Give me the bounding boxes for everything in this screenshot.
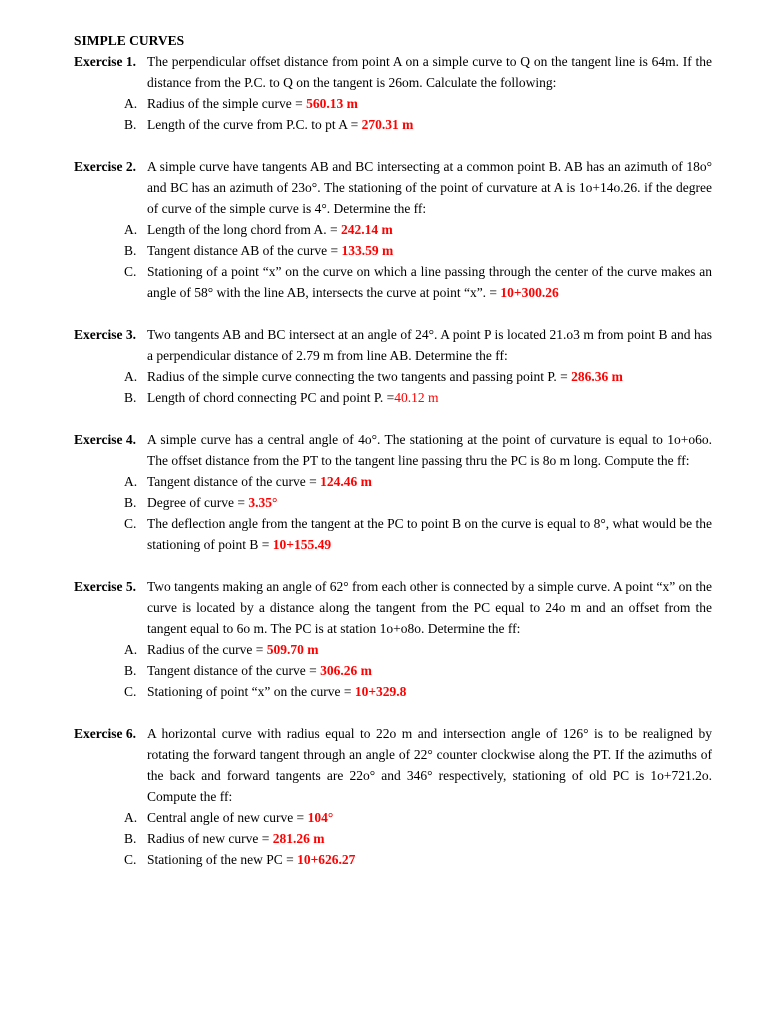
- exercise-5: [74, 576, 712, 702]
- question-list: [74, 807, 712, 870]
- answer-value: 40.12 m: [394, 390, 439, 405]
- question-letter: B.: [124, 663, 137, 678]
- question-item: [74, 660, 712, 681]
- question-text: Stationing of point “x” on the curve =: [147, 684, 355, 699]
- answer-value: 10+626.27: [297, 852, 356, 867]
- exercise-label: Exercise 5.: [74, 579, 136, 594]
- answer-value: 306.26 m: [320, 663, 372, 678]
- exercise-6: [74, 723, 712, 870]
- question-item: [74, 681, 712, 702]
- answer-value: 104°: [307, 810, 334, 825]
- question-item: [74, 240, 712, 261]
- question-letter: C.: [124, 516, 137, 531]
- answer-value: 560.13 m: [306, 96, 358, 111]
- exercise-statement: [74, 51, 712, 93]
- question-text: Length of the long chord from A. =: [147, 222, 341, 237]
- question-text: Degree of curve =: [147, 495, 249, 510]
- question-item: [74, 114, 712, 135]
- exercise-label: Exercise 4.: [74, 432, 136, 447]
- exercise-1: [74, 51, 712, 135]
- question-text: The deflection angle from the tangent at the PC to point B on the curve is equal to 8°, what would be the stationing of point B =: [147, 516, 712, 552]
- answer-value: 286.36 m: [571, 369, 623, 384]
- exercise-label: Exercise 3.: [74, 327, 136, 342]
- question-text: Radius of the curve =: [147, 642, 267, 657]
- question-text: Radius of the simple curve connecting the two tangents and passing point P. =: [147, 369, 572, 384]
- question-item: [74, 828, 712, 849]
- question-item: [74, 261, 712, 303]
- question-item: [74, 93, 712, 114]
- exercise-list: [74, 51, 712, 870]
- question-letter: B.: [124, 243, 137, 258]
- exercise-4: [74, 429, 712, 555]
- exercise-text: The perpendicular offset distance from point A on a simple curve to Q on the tangent line is 64m. If the distance from the P.C. to Q on the tangent is 26om. Calculate the following:: [147, 54, 712, 90]
- answer-value: 242.14 m: [340, 222, 393, 237]
- question-text: Stationing of a point “x” on the curve on which a line passing through the center of the curve makes an angle of 58° with the line AB, intersects the curve at point “x”. =: [147, 264, 712, 300]
- question-item: [74, 849, 712, 870]
- question-item: [74, 387, 712, 408]
- question-letter: C.: [124, 264, 137, 279]
- question-letter: B.: [124, 390, 137, 405]
- question-letter: C.: [124, 852, 137, 867]
- question-list: [74, 219, 712, 303]
- question-letter: A.: [124, 222, 138, 237]
- answer-value: 509.70 m: [266, 642, 319, 657]
- exercise-statement: [74, 723, 712, 807]
- answer-value: 133.59 m: [341, 243, 394, 258]
- question-text: Central angle of new curve =: [147, 810, 308, 825]
- exercise-3: [74, 324, 712, 408]
- answer-value: 10+329.8: [354, 684, 407, 699]
- question-letter: A.: [124, 810, 138, 825]
- exercise-text: A horizontal curve with radius equal to 22o m and intersection angle of 126° is to be realigned by rotating the forward tangent through an angle of 22° counter clockwise along the PT. If the azimuths of the back and forward tangents are 22o° and 346° respectively, stationing of old PC is 1o+721.2o. Compute the ff:: [147, 726, 712, 804]
- answer-value: 10+300.26: [500, 285, 559, 300]
- question-text: Radius of the simple curve =: [147, 96, 307, 111]
- exercise-label: Exercise 2.: [74, 159, 136, 174]
- question-letter: A.: [124, 96, 138, 111]
- question-item: [74, 807, 712, 828]
- question-item: [74, 366, 712, 387]
- question-letter: A.: [124, 369, 138, 384]
- question-text: Length of chord connecting PC and point P. =: [147, 390, 395, 405]
- question-letter: C.: [124, 684, 137, 699]
- question-item: [74, 471, 712, 492]
- exercise-text: A simple curve has a central angle of 4o°. The stationing at the point of curvature is equal to 1o+o6o. The offset distance from the PT to the tangent line passing thru the PC is 8o m long. Compute the ff:: [147, 432, 712, 468]
- question-text: Stationing of the new PC =: [147, 852, 298, 867]
- question-list: [74, 93, 712, 135]
- question-list: [74, 639, 712, 702]
- exercise-statement: [74, 156, 712, 219]
- exercise-statement: [74, 324, 712, 366]
- exercise-statement: [74, 576, 712, 639]
- exercise-text: A simple curve have tangents AB and BC intersecting at a common point B. AB has an azimuth of 18o° and BC has an azimuth of 23o°. The stationing of the point of curvature at A is 1o+14o.26. if the degree of curve of the simple curve is 4°. Determine the ff:: [147, 159, 712, 216]
- answer-value: 270.31 m: [361, 117, 414, 132]
- document-title: SIMPLE CURVES: [74, 33, 185, 48]
- question-list: [74, 366, 712, 408]
- question-item: [74, 492, 712, 513]
- question-item: [74, 639, 712, 660]
- exercise-label: Exercise 1.: [74, 54, 136, 69]
- question-item: [74, 219, 712, 240]
- question-item: [74, 513, 712, 555]
- exercise-statement: [74, 429, 712, 471]
- exercise-text: Two tangents AB and BC intersect at an angle of 24°. A point P is located 21.o3 m from point B and has a perpendicular distance of 2.79 m from line AB. Determine the ff:: [147, 327, 712, 363]
- question-text: Length of the curve from P.C. to pt A =: [147, 117, 362, 132]
- question-letter: A.: [124, 474, 138, 489]
- question-letter: A.: [124, 642, 138, 657]
- question-text: Tangent distance of the curve =: [147, 663, 321, 678]
- answer-value: 3.35°: [248, 495, 278, 510]
- question-text: Radius of new curve =: [147, 831, 273, 846]
- exercise-label: Exercise 6.: [74, 726, 136, 741]
- question-letter: B.: [124, 831, 137, 846]
- question-letter: B.: [124, 117, 137, 132]
- question-text: Tangent distance of the curve =: [147, 474, 321, 489]
- question-list: [74, 471, 712, 555]
- question-letter: B.: [124, 495, 137, 510]
- exercise-2: [74, 156, 712, 303]
- exercise-text: Two tangents making an angle of 62° from each other is connected by a simple curve. A point “x” on the curve is located by a distance along the tangent from the PC equal to 24o m and an offset from the tangent equal to 6o m. The PC is at station 1o+o8o. Determine the ff:: [147, 579, 712, 636]
- answer-value: 281.26 m: [272, 831, 325, 846]
- answer-value: 124.46 m: [320, 474, 372, 489]
- answer-value: 10+155.49: [272, 537, 332, 552]
- question-text: Tangent distance AB of the curve =: [147, 243, 342, 258]
